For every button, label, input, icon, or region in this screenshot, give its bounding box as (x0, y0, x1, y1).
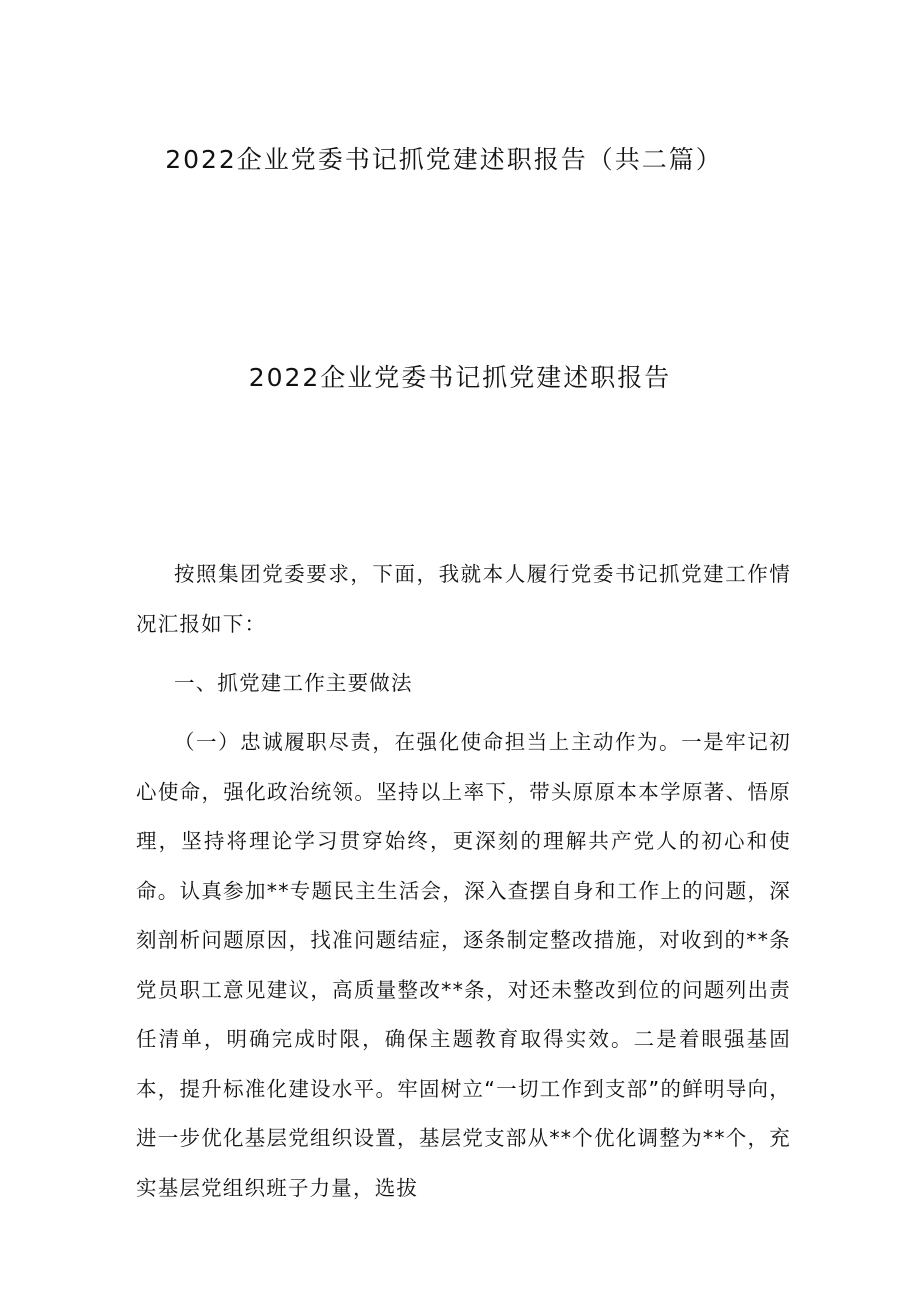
section-paragraph: （一）忠诚履职尽责，在强化使命担当上主动作为。一是牢记初心使命，强化政治统领。坚持以上率下，带头原原本本学原著、悟原理，坚持将理论学习贯穿始终，更深刻的理解共产党人的初心和使命。认真参加**专题民主生活会，深入查摆自身和工作上的问题，深刻剖析问题原因，找准问题结症，逐条制定整改措施，对收到的**条党员职工意见建议，高质量整改**条，对还未整改到位的问题列出责任清单，明确完成时限，确保主题教育取得实效。二是着眼强基固本，提升标准化建设水平。牢固树立“一切工作到支部”的鲜明导向，进一步优化基层党组织设置，基层党支部从**个优化调整为**个，充实基层党组织班子力量，选拔 (136, 730, 791, 1200)
intro-paragraph: 按照集团党委要求，下面，我就本人履行党委书记抓党建工作情况汇报如下： (136, 562, 791, 636)
document-main-title: 2022企业党委书记抓党建述职报告（共二篇） (165, 145, 723, 174)
section-heading: 一、抓党建工作主要做法 (174, 671, 413, 695)
document-sub-title: 2022企业党委书记抓党建述职报告 (248, 363, 672, 392)
